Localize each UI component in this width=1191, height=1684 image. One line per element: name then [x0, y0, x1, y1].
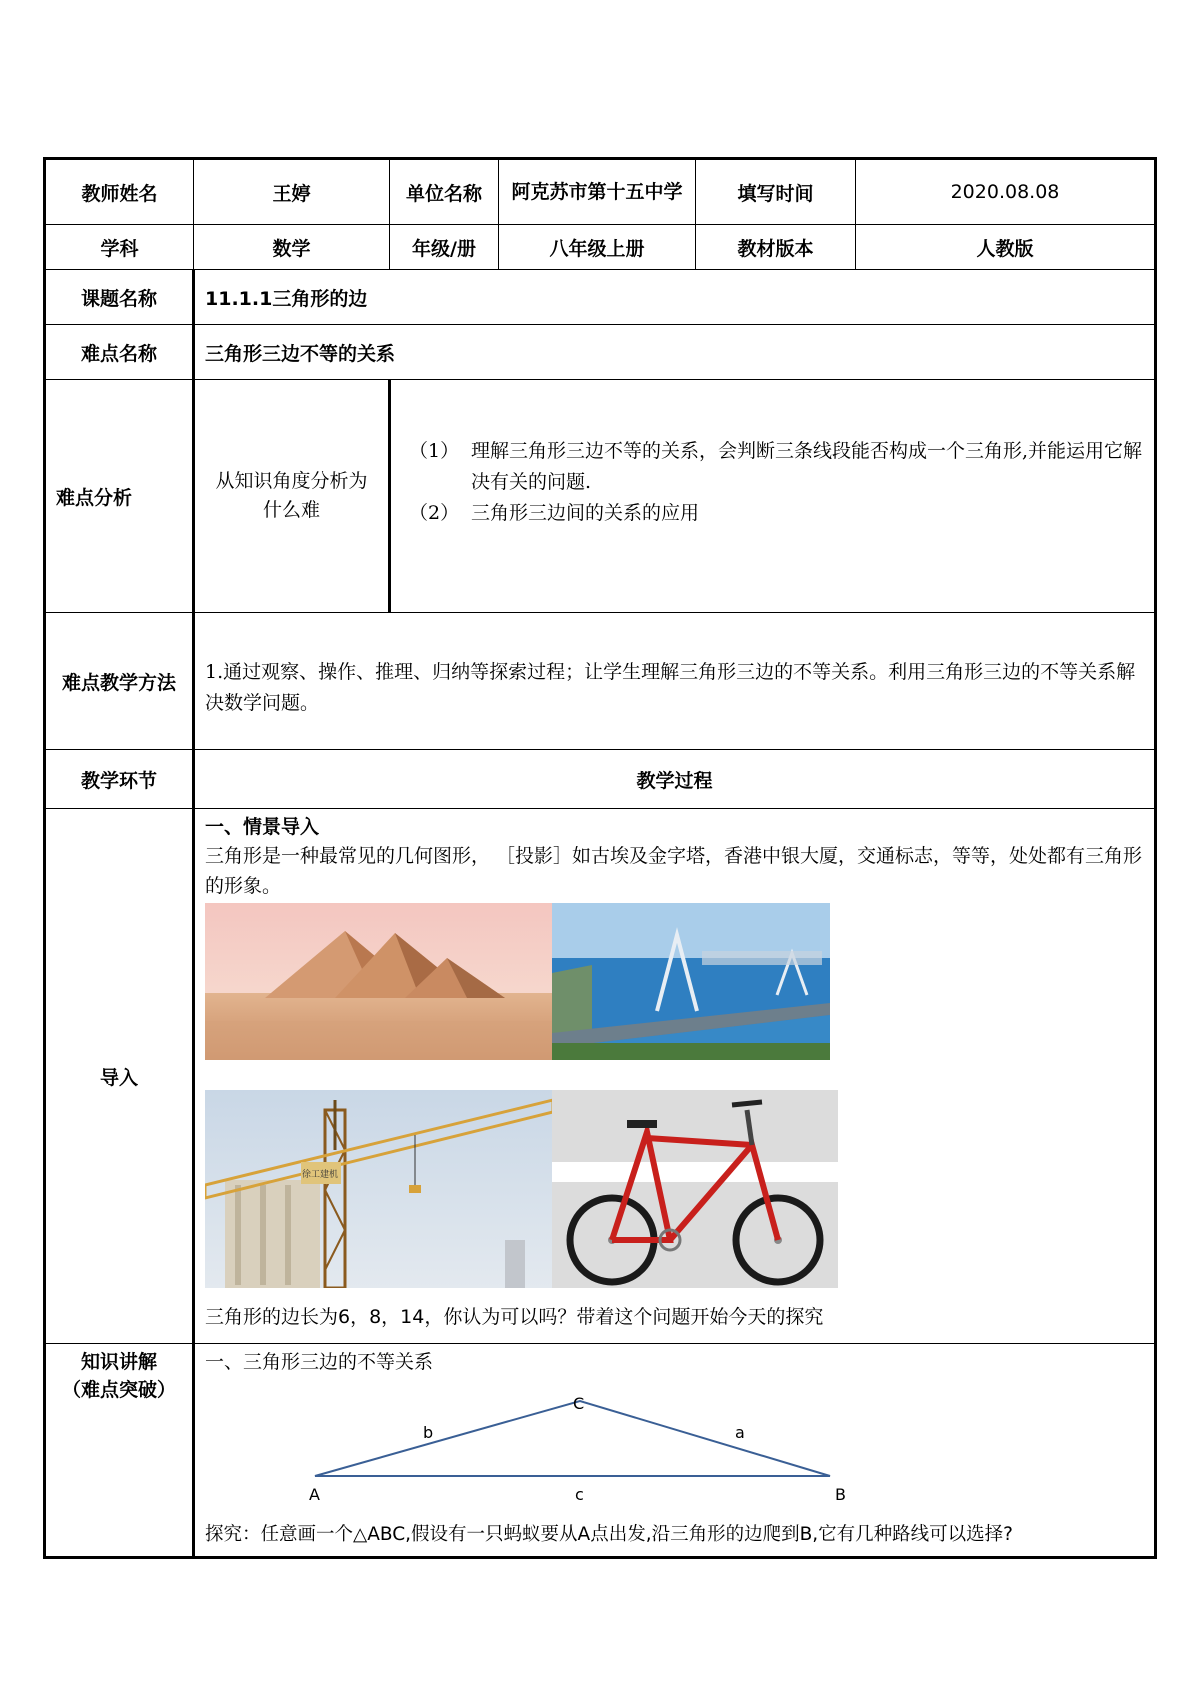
- date-label: 填写时间: [696, 159, 856, 225]
- knowledge-label-line1: 知识讲解: [80, 1351, 157, 1373]
- process-header-row: [45, 750, 1156, 809]
- analysis-label: 难点分析: [45, 380, 194, 613]
- knowledge-row: [45, 1344, 1156, 1558]
- lesson-plan-page: [43, 157, 1154, 1559]
- analysis-row: [45, 380, 1156, 613]
- bridge-image: [552, 903, 830, 1060]
- lesson-plan-table: [43, 157, 1157, 1559]
- header-row-2: [45, 225, 1156, 270]
- intro-pictures: [205, 903, 855, 1298]
- difficulty-row: [45, 325, 1156, 380]
- intro-row: [45, 809, 1156, 1344]
- unit-label: 单位名称: [390, 159, 499, 225]
- triangle-diagram: [205, 1376, 855, 1506]
- topic-value: 11.1.1三角形的边: [194, 270, 1156, 325]
- unit-name: 阿克苏市第十五中学: [499, 159, 696, 225]
- grade-value: 八年级上册: [499, 225, 696, 270]
- methods-text: 1.通过观察、操作、推理、归纳等探索过程；让学生理解三角形三边的不等关系。利用三角形三边的不等关系解决数学问题。: [194, 613, 1156, 750]
- vertex-c-label: C: [573, 1394, 585, 1413]
- process-label: 教学环节: [45, 750, 194, 809]
- analysis-item-1: [409, 436, 1144, 498]
- topic-row: [45, 270, 1156, 325]
- analysis-item-1-text: 理解三角形三边不等的关系，会判断三条线段能否构成一个三角形,并能运用它解决有关的问题.: [471, 439, 1143, 493]
- knowledge-label-line2: （难点突破）: [61, 1379, 176, 1401]
- difficulty-label: 难点名称: [45, 325, 194, 380]
- header-row-1: [45, 159, 1156, 225]
- topic-label: 课题名称: [45, 270, 194, 325]
- side-b-label: b: [423, 1423, 434, 1442]
- analysis-sublabel: 从知识角度分析为什么难: [194, 380, 390, 613]
- intro-question: 三角形的边长为6，8，14，你认为可以吗？带着这个问题开始今天的探究: [205, 1306, 824, 1328]
- subject-value: 数学: [194, 225, 390, 270]
- analysis-items: [390, 380, 1156, 613]
- analysis-item-2: [409, 498, 1144, 529]
- bicycle-image: [552, 1090, 838, 1288]
- teacher-label: 教师姓名: [45, 159, 194, 225]
- fill-date: 2020.08.08: [856, 159, 1156, 225]
- analysis-item-1-num: （1）: [409, 439, 460, 462]
- methods-row: [45, 613, 1156, 750]
- intro-heading: 一、情景导入: [205, 816, 320, 838]
- difficulty-value: 三角形三边不等的关系: [194, 325, 1156, 380]
- knowledge-content: [194, 1344, 1156, 1558]
- intro-content: [194, 809, 1156, 1344]
- side-a-label: a: [735, 1423, 745, 1442]
- subject-label: 学科: [45, 225, 194, 270]
- vertex-b-label: B: [835, 1485, 846, 1504]
- edition-value: 人教版: [856, 225, 1156, 270]
- teacher-name: 王婷: [194, 159, 390, 225]
- crane-image: [205, 1090, 553, 1288]
- vertex-a-label: A: [309, 1485, 320, 1504]
- analysis-item-2-text: 三角形三边间的关系的应用: [471, 501, 700, 524]
- grade-label: 年级/册: [390, 225, 499, 270]
- analysis-item-2-num: （2）: [409, 501, 460, 524]
- intro-text: 三角形是一种最常见的几何图形， ［投影］如古埃及金字塔，香港中银大厦，交通标志，等等，处处都有三角形的形象。: [205, 845, 1143, 897]
- knowledge-explore: 探究：任意画一个△ABC,假设有一只蚂蚁要从A点出发,沿三角形的边爬到B,它有几种路线可以选择?: [205, 1524, 1013, 1545]
- knowledge-label: [45, 1344, 194, 1558]
- edition-label: 教材版本: [696, 225, 856, 270]
- pyramids-image: [205, 903, 552, 1060]
- knowledge-heading: 一、三角形三边的不等关系: [205, 1351, 434, 1373]
- side-c-label: c: [575, 1485, 584, 1504]
- process-value: 教学过程: [194, 750, 1156, 809]
- intro-label: 导入: [45, 809, 194, 1344]
- crane-sign-text: 徐工建机: [302, 1170, 339, 1180]
- methods-label: 难点教学方法: [45, 613, 194, 750]
